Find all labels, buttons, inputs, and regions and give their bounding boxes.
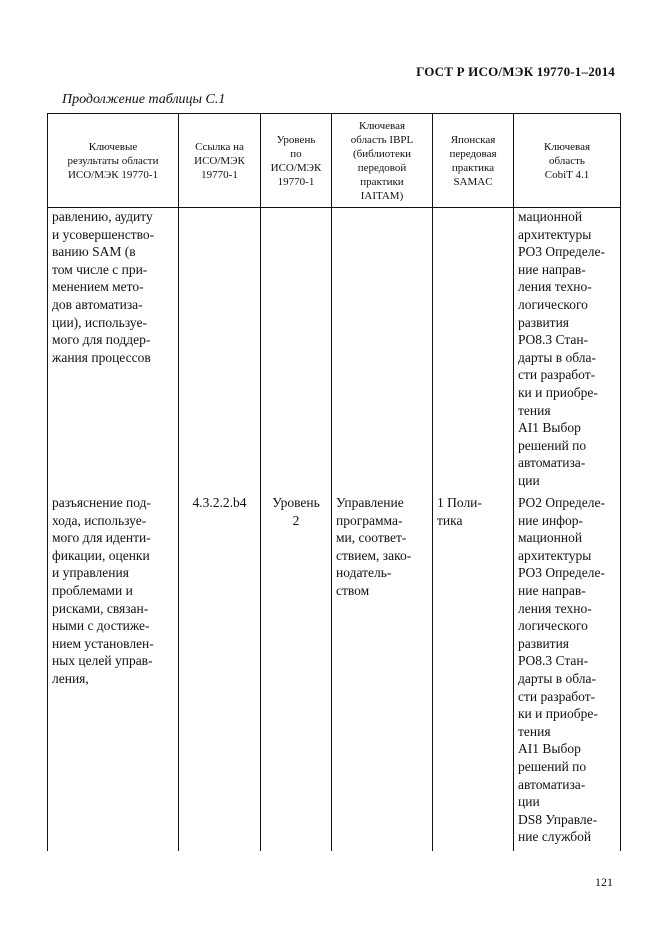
column-divider: [260, 113, 261, 851]
row2-key-results: разъяснение под- хода, используе- мого для иденти- фикации, оценки и управления проблемами и рисками, связан- ными с достиже- нием установлен- ных целей управ- ления,: [52, 495, 154, 686]
column-divider: [513, 113, 514, 851]
header-key-results: [48, 114, 178, 207]
header-text: Ключевая область IBPL (библиотеки передовой практики IAITAM): [350, 119, 414, 202]
row2-reference: 4.3.2.2.b4: [192, 495, 247, 510]
row1-key-results: равлению, аудиту и усовершенство- ванию SAM (в том числе с при- менением мето- дов автоматиза- ции), используе- мого для поддер- жания процессов: [52, 209, 155, 365]
header-text: Уровень по ИСО/МЭК 19770-1: [270, 133, 322, 188]
standard-code: ГОСТ Р ИСО/МЭК 19770-1–2014: [416, 64, 615, 79]
row2-cobit: PO2 Определе- ние инфор- мационной архитектуры PO3 Определе- ние направ- ления техно- логического развития PO8.3 Стан- дарты в обла- сти разработ- ки и приобре- тения AI1 Выбор решений по автоматиза- ции DS8 Управле- ние службой: [518, 495, 606, 845]
header-text: Японская передовая практика SAMAC: [449, 133, 497, 188]
header-reference: [179, 114, 260, 207]
header-level: [261, 114, 331, 207]
row2-samac: 1 Поли- тика: [437, 495, 482, 528]
header-text: Ключевые результаты области ИСО/МЭК 19770-1: [67, 140, 159, 181]
row1-cobit: мационной архитектуры PO3 Определе- ние направ- ления техно- логического развития PO8.3 Стан- дарты в обла- сти разработ- ки и приобре- тения AI1 Выбор решений по автоматиза- ции: [518, 209, 606, 488]
column-divider: [432, 113, 433, 851]
header-text: Ключевая область CobiT 4.1: [543, 140, 591, 181]
table-border-right: [620, 113, 621, 851]
continuation-table: [47, 113, 621, 851]
column-divider: [331, 113, 332, 851]
header-samac: [433, 114, 513, 207]
row2-level: Уровень 2: [272, 495, 320, 528]
table-border-left: [47, 113, 48, 851]
header-ibpl: [332, 114, 432, 207]
header-text: Ссылка на ИСО/МЭК 19770-1: [194, 140, 245, 181]
table-caption: Продолжение таблицы С.1: [62, 92, 226, 107]
header-cobit: [514, 114, 620, 207]
column-divider: [178, 113, 179, 851]
page-number: 121: [595, 875, 613, 889]
row2-ibpl: Управление программа- ми, соответ- ствием, зако- нодатель- ством: [336, 495, 412, 598]
